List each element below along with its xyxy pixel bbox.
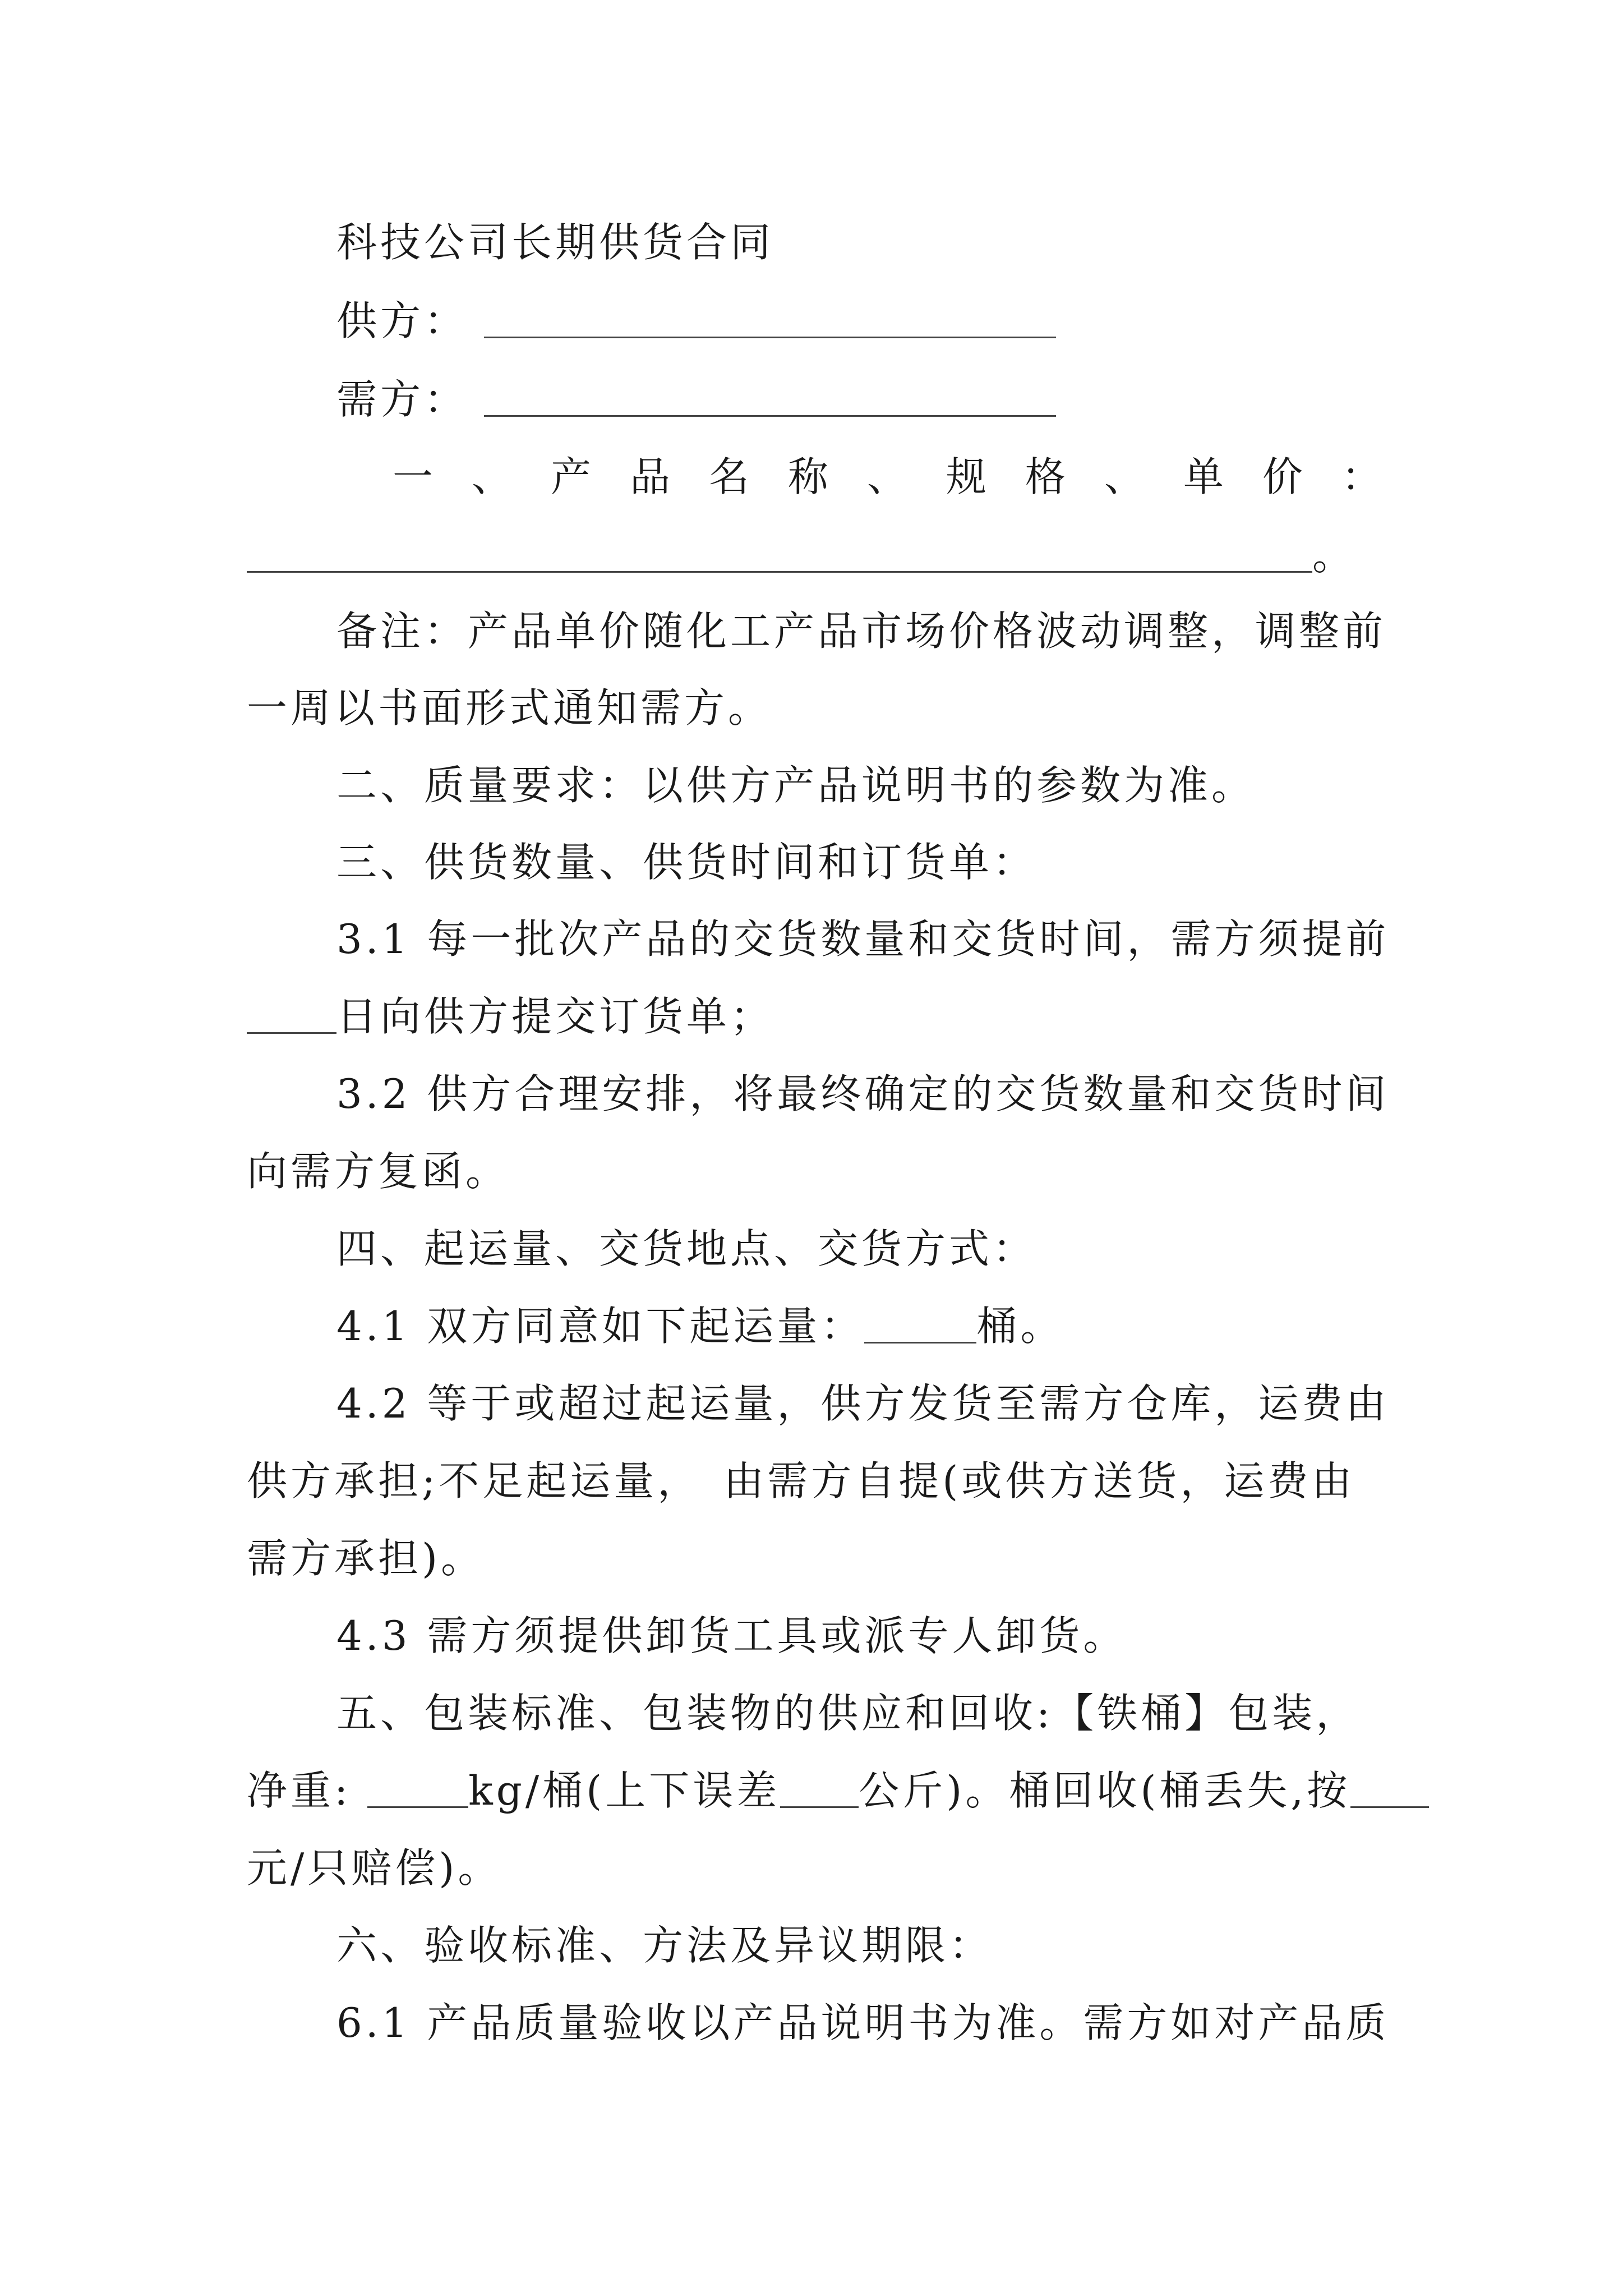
clause-3-1-tail: 日向供方提交订货单；: [336, 993, 774, 1040]
net-weight-label: 净重:: [247, 1767, 352, 1814]
section-1-char: 名: [708, 453, 753, 500]
section-1-heading: [393, 449, 1385, 505]
clause-3-2-line-2: 向需方复函。: [247, 1148, 510, 1195]
net-weight-blank: [367, 1763, 468, 1808]
clause-4-3: 4.3 需方须提供卸货工具或派专人卸货。: [336, 1612, 1127, 1659]
section-1-char: ：: [1341, 453, 1385, 500]
note-line-2: 一周以书面形式通知需方。: [247, 684, 772, 731]
section-6-heading: 六、验收标准、方法及异议期限：: [336, 1922, 993, 1969]
supplier-label: 供方：: [336, 297, 468, 344]
min-quantity-blank: [864, 1298, 976, 1343]
section-2: 二、质量要求：以供方产品说明书的参数为准。: [336, 762, 1256, 809]
section-1-char: 单: [1183, 453, 1227, 500]
document-title: 科技公司长期供货合同: [336, 219, 774, 266]
clause-3-1-line-2: [247, 988, 1385, 1045]
section-1-char: 规: [946, 453, 990, 500]
section-5-line-2: [247, 1763, 1385, 1819]
clause-3-2-line-1: 3.2 供方合理安排，将最终确定的交货数量和交货时间: [336, 1070, 1390, 1117]
section-1-char: 一: [393, 453, 437, 500]
lead-days-blank: [247, 988, 336, 1034]
buyer-label: 需方：: [336, 376, 468, 423]
section-1-char: 称: [787, 453, 832, 500]
drum-recovery-text: 公斤)。桶回收(桶丢失,按: [859, 1767, 1351, 1814]
product-spec-blank: [247, 527, 1312, 573]
supplier-line: [336, 293, 1385, 349]
compensation-blank: [1350, 1763, 1429, 1808]
clause-4-2-line-3: 需方承担)。: [247, 1535, 485, 1582]
clause-4-1-unit: 桶。: [976, 1303, 1064, 1350]
section-1-blank-line: [247, 527, 1385, 583]
note-line-1: 备注：产品单价随化工产品市场价格波动调整，调整前: [336, 608, 1387, 655]
clause-4-2-part-b: 由需方自提(或供方送货，运费由: [723, 1457, 1355, 1504]
clause-4-2-line-1: 4.2 等于或超过起运量，供方发货至需方仓库，运费由: [336, 1380, 1390, 1427]
buyer-blank: [484, 371, 1056, 417]
section-5-line-3: 元/只赔偿)。: [247, 1844, 502, 1892]
section-1-char: 品: [629, 453, 674, 500]
clause-4-2-part-a: 供方承担;不足起运量，: [247, 1457, 702, 1504]
clause-4-2-line-2: [247, 1453, 1385, 1509]
clause-4-1-text: 4.1 双方同意如下起运量：: [336, 1303, 865, 1350]
clause-4-1: [336, 1298, 1385, 1354]
tolerance-blank: [780, 1763, 859, 1808]
section-1-char: 格: [1025, 453, 1069, 500]
section-5-line-1: 五、包装标准、包装物的供应和回收:【铁桶】包装，: [336, 1690, 1360, 1737]
section-1-char: 产: [550, 453, 594, 500]
section-1-char: 、: [1104, 453, 1148, 500]
section-1-char: 价: [1262, 453, 1306, 500]
clause-3-1-line-1: 3.1 每一批次产品的交货数量和交货时间，需方须提前: [336, 915, 1390, 963]
section-4-heading: 四、起运量、交货地点、交货方式：: [336, 1225, 1037, 1272]
section-1-char: 、: [866, 453, 911, 500]
section-1-char: 、: [471, 453, 515, 500]
section-3-heading: 三、供货数量、供货时间和订货单：: [336, 839, 1037, 886]
supplier-blank: [484, 293, 1056, 338]
buyer-line: [336, 371, 1385, 427]
clause-6-1: 6.1 产品质量验收以产品说明书为准。需方如对产品质: [336, 1999, 1390, 2046]
tolerance-label: kg/桶(上下误差: [468, 1767, 781, 1814]
section-1-end-mark: 。: [1312, 532, 1357, 579]
